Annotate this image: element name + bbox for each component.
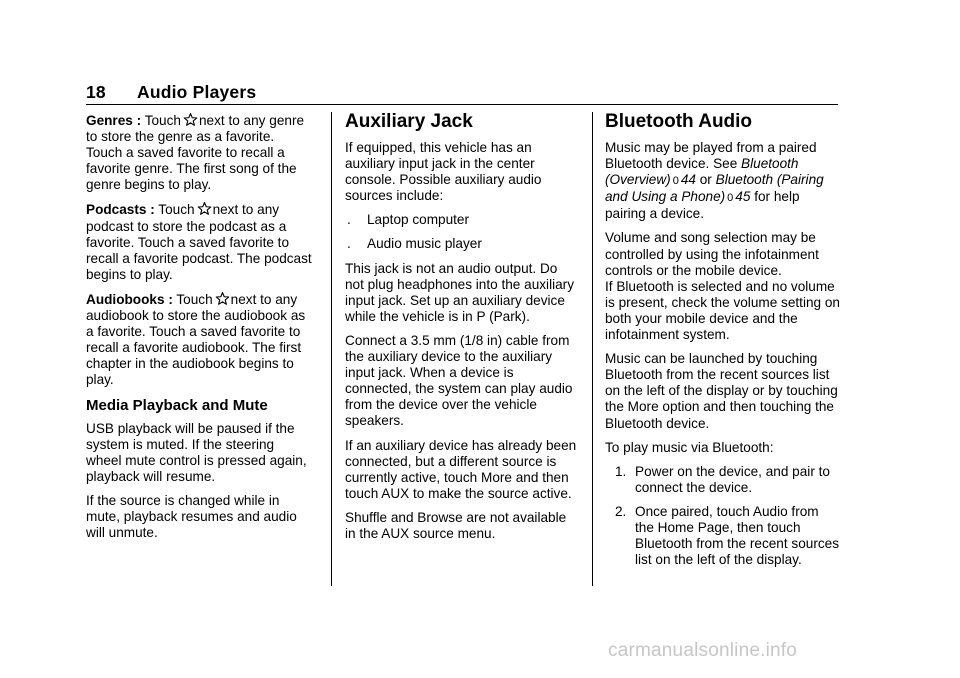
podcasts-next-text: next to any	[212, 202, 280, 218]
column-3	[605, 112, 840, 576]
aux-sources-list	[345, 212, 577, 252]
page-number: 18	[86, 82, 106, 102]
audiobooks-paragraph	[86, 291, 312, 389]
audiobooks-touch-text: Touch	[176, 291, 213, 307]
section-title: Audio Players	[137, 82, 257, 102]
audiobooks-term: Audiobooks :	[86, 291, 173, 307]
step-number: 2.	[615, 503, 627, 519]
bt-help-text: for help pairing a device.	[605, 189, 800, 222]
auxiliary-jack-heading: Auxiliary Jack	[345, 111, 473, 132]
list-item	[345, 236, 577, 252]
genres-term: Genres :	[86, 113, 142, 128]
page-ref-44[interactable]: 44	[680, 172, 696, 188]
media-paragraph-1: USB playback will be paused if the system is muted. If the steering wheel mute control is pressed again, playback will resume.	[86, 420, 307, 484]
bt-paragraph-4: To play music via Bluetooth:	[605, 439, 774, 455]
bt-paragraph-3: Music can be launched by touching Bluetooth from the recent sources list on the left of the display or by touching the More option and then touching the Bluetooth device.	[605, 351, 838, 431]
podcasts-text: podcast to store the podcast as a favorite. Touch a saved favorite to recall a favorite podcast. The podcast begins to play.	[86, 218, 312, 282]
star-outline-icon	[183, 112, 198, 127]
podcasts-touch-text: Touch	[158, 202, 195, 218]
bullet-marker: .	[347, 212, 351, 228]
media-paragraph-2: If the source is changed while in mute, playback resumes and audio will unmute.	[86, 492, 297, 541]
bt-paragraph-1	[605, 140, 840, 222]
page-ref-arrow: 0	[727, 192, 734, 205]
star-outline-icon	[215, 291, 230, 306]
page-ref-arrow: 0	[672, 175, 679, 188]
list-item	[605, 464, 840, 496]
aux-paragraph-1: This jack is not an audio output. Do not plug headphones into the auxiliary input jack. Set up an auxiliary device while the vehicle is in P (Park).	[345, 260, 574, 324]
page-header	[86, 80, 838, 105]
step-text: Once paired, touch Audio from the Home Page, then touch Bluetooth from the recent sources list on the left of the display.	[635, 503, 840, 568]
genres-touch-text: Touch	[144, 113, 181, 128]
genres-text: genre to store the genre as a favorite. Touch a saved favorite to recall a favorite genre. The first song of the genre begins to play.	[86, 113, 305, 193]
list-item-text: Audio music player	[367, 236, 482, 252]
bluetooth-pairing-link[interactable]: Bluetooth (Pairing and Using a Phone)	[605, 172, 824, 205]
podcasts-paragraph	[86, 201, 312, 282]
media-playback-heading: Media Playback and Mute	[86, 396, 268, 414]
column-1	[86, 112, 312, 549]
genres-paragraph	[86, 112, 312, 193]
list-item	[345, 212, 577, 228]
podcasts-term: Podcasts :	[86, 202, 155, 218]
step-text: Power on the device, and pair to connect the device.	[635, 463, 830, 495]
column-2	[345, 112, 577, 550]
list-item	[605, 504, 840, 568]
bullet-marker: .	[347, 236, 351, 252]
bluetooth-overview-link[interactable]: Bluetooth (Overview)	[605, 156, 799, 188]
column-divider-1	[331, 112, 332, 586]
bt-intro-text: Music may be played from a paired Bluetooth device. See	[605, 140, 817, 172]
watermark: carmanualsonline.info	[608, 640, 798, 661]
bt-steps-list	[605, 464, 840, 569]
bt-paragraph-2a: Volume and song selection may be controlled by using the infotainment controls or the mobile device.	[605, 230, 819, 278]
star-outline-icon	[197, 201, 212, 216]
aux-intro: If equipped, this vehicle has an auxiliary input jack in the center console. Possible auxiliary audio sources include:	[345, 140, 542, 204]
audiobooks-text: any audiobook to store the audiobook as a favorite. Touch a saved favorite to recall a favorite audiobook. The first chapter in the audiobook begins to play.	[86, 291, 306, 388]
audiobooks-next-text: next to	[230, 291, 272, 307]
step-number: 1.	[615, 463, 627, 479]
page-ref-45[interactable]: 45	[735, 189, 751, 205]
bluetooth-audio-heading: Bluetooth Audio	[605, 111, 753, 132]
list-item-text: Laptop computer	[367, 212, 470, 228]
genres-next-text: next to any	[198, 113, 266, 128]
column-divider-2	[592, 112, 593, 586]
aux-paragraph-2: Connect a 3.5 mm (1/8 in) cable from the auxiliary device to the auxiliary input jack. When a device is connected, the system can play audio from the device over the vehicle speakers.	[345, 332, 573, 429]
bt-paragraph-2b: If Bluetooth is selected and no volume is present, check the volume setting on both your mobile device and the infotainment system.	[605, 278, 840, 343]
aux-paragraph-3: If an auxiliary device has already been connected, but a different source is currently active, touch More and then touch AUX to make the source active.	[345, 437, 577, 501]
or-text: or	[699, 172, 712, 188]
aux-paragraph-4: Shuffle and Browse are not available in the AUX source menu.	[345, 509, 567, 541]
